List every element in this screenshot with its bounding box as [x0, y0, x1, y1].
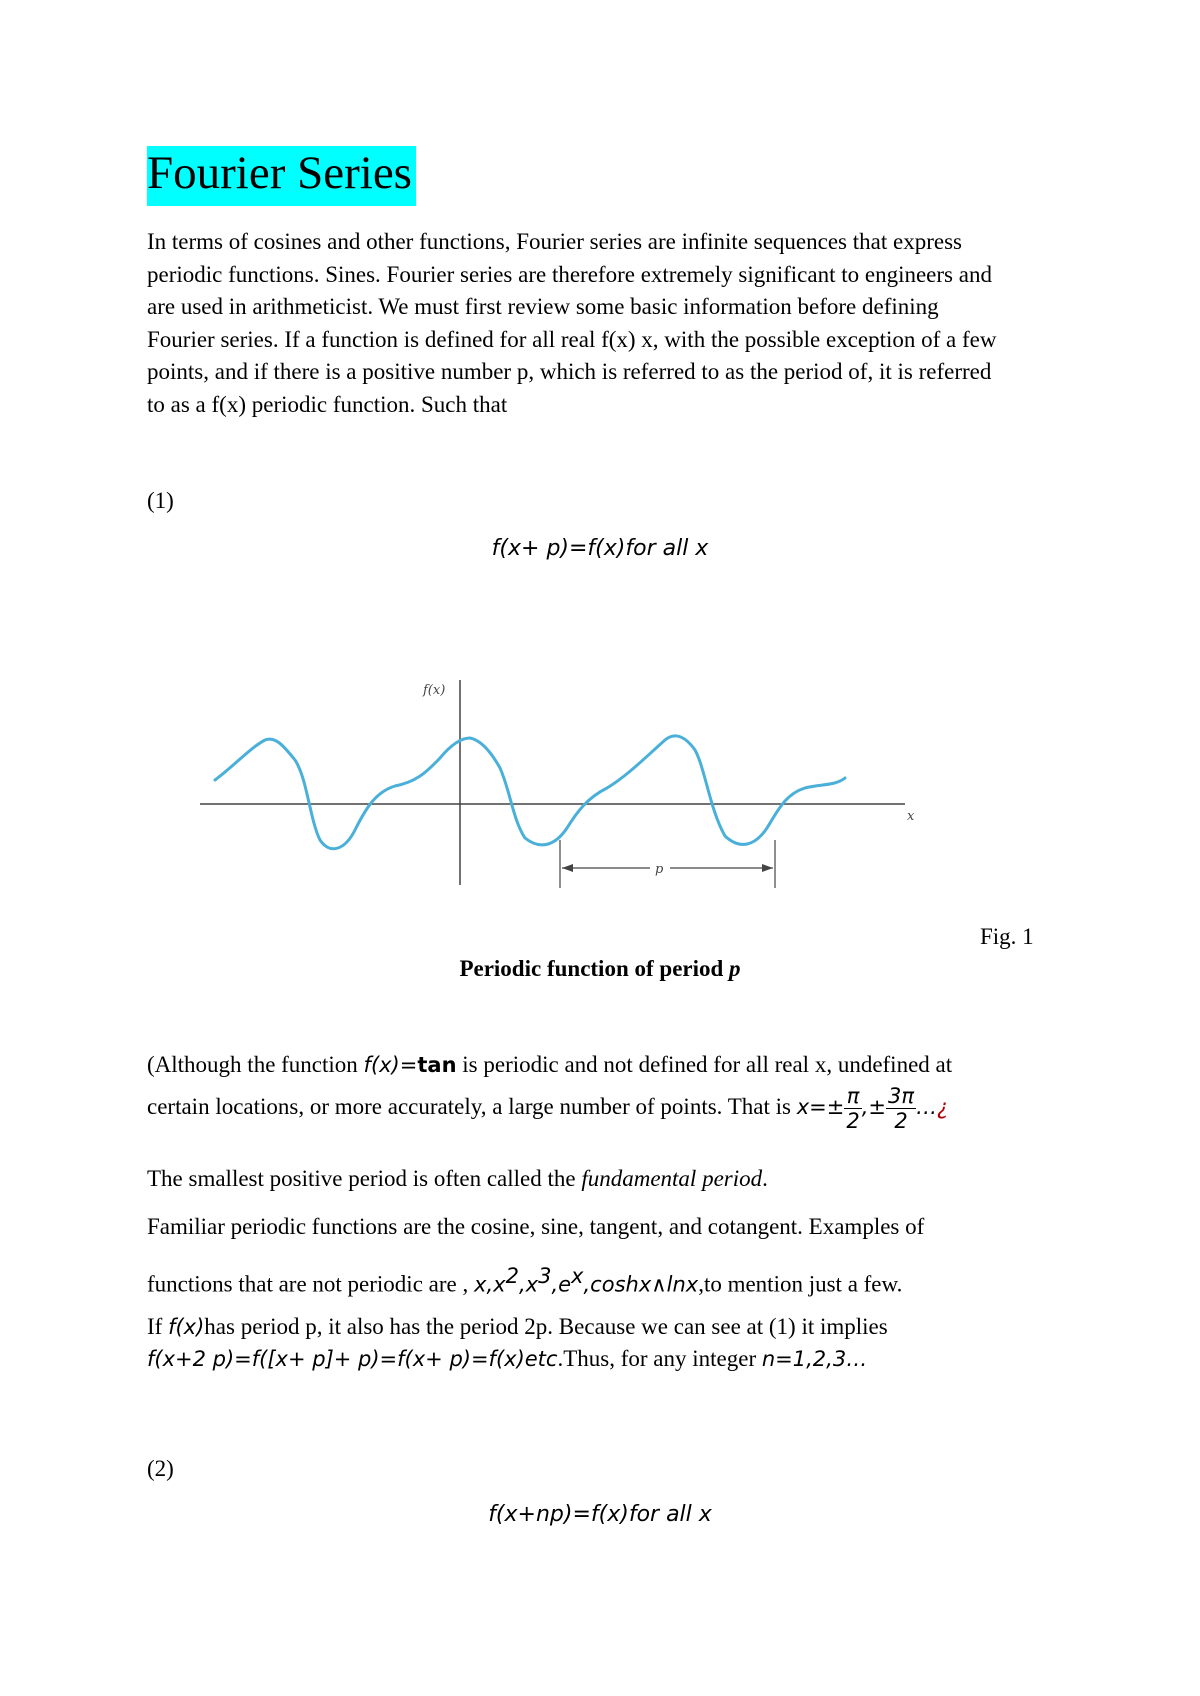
numerator: 3π — [888, 1084, 915, 1108]
double-period-text: has period p, it also has the period 2p. Because we can see at (1) it implies — [204, 1314, 888, 1339]
math-x: x — [493, 1272, 506, 1297]
fundamental-end: . — [762, 1166, 768, 1191]
math-x: x — [525, 1272, 539, 1297]
math-comma: , — [551, 1272, 559, 1297]
numerator: π — [844, 1084, 861, 1109]
intro-paragraph — [147, 226, 1057, 421]
fraction-pi-over-2 — [844, 1084, 861, 1133]
fundamental-period-line — [147, 1166, 768, 1192]
error-glyph: ¿ — [937, 1094, 949, 1119]
fundamental-term: fundamental period — [581, 1166, 763, 1191]
familiar-end: ,to mention just a few. — [698, 1271, 903, 1297]
equation-1: f(x+ p)=f(x)for all x — [491, 536, 709, 561]
equation-2-number: (2) — [147, 1456, 174, 1481]
denominator: 2 — [846, 1109, 860, 1133]
equation-1-number: (1) — [147, 488, 174, 513]
familiar-line-1: Familiar periodic functions are the cosine, sine, tangent, and cotangent. Examples of — [147, 1214, 925, 1239]
tan-note-line-2 — [147, 1084, 948, 1133]
familiar-line-2 — [147, 1264, 902, 1298]
exponent: x — [571, 1264, 584, 1288]
ellipsis: … — [916, 1094, 938, 1119]
intro-line: points, and if there is a positive number p, which is referred to as the period of, it is referred — [147, 359, 992, 384]
separator: ,± — [861, 1094, 887, 1119]
periodic-function-figure — [195, 670, 935, 900]
x-equals: x=± — [796, 1094, 845, 1119]
fundamental-text: The smallest positive period is often called the — [147, 1166, 582, 1191]
double-period-line-1 — [147, 1314, 888, 1340]
tan-note-text: is periodic and not defined for all real x, undefined at — [456, 1052, 953, 1077]
math-e: e — [558, 1272, 572, 1297]
familiar-text: functions that are not periodic are , — [147, 1271, 474, 1297]
math-comma: , — [583, 1272, 591, 1297]
period-label: p — [655, 862, 664, 877]
caption-variable: p — [729, 956, 741, 981]
intro-line: periodic functions. Sines. Fourier series are therefore extremely significant to engineers and — [147, 261, 992, 287]
intro-line: In terms of cosines and other functions, Fourier series are infinite sequences that express — [147, 229, 962, 254]
denominator: 2 — [894, 1109, 908, 1133]
double-period-formula: f(x+2 p)=f([x+ p]+ p)=f(x+ p)=f(x)etc — [147, 1347, 558, 1371]
tan-note-tan: tan — [417, 1053, 457, 1077]
intro-line: to as a f(x) periodic function. Such that — [147, 391, 508, 417]
tan-note-text: certain locations, or more accurately, a large number of points. That is — [147, 1093, 797, 1119]
tan-note-math: f(x)= — [363, 1053, 418, 1077]
figure-number: Fig. 1 — [980, 924, 1034, 949]
tan-note-text: (Although the function — [147, 1052, 364, 1077]
fraction-3pi-over-2 — [886, 1084, 916, 1133]
math-comma: , — [518, 1272, 526, 1297]
math-fx: f(x) — [168, 1315, 205, 1339]
math-cosh-ln: coshx∧lnx — [590, 1272, 699, 1297]
intro-line: Fourier series. If a function is defined for all real f(x) x, with the possible exception of a few — [147, 326, 997, 352]
y-axis-label: f(x) — [423, 683, 446, 698]
exponent: 2 — [505, 1264, 519, 1288]
exponent: 3 — [538, 1264, 552, 1288]
intro-line: are used in arithmeticist. We must first review some basic information before defining — [147, 294, 939, 319]
math-comma: , — [486, 1272, 494, 1297]
thus-text: .Thus, for any integer — [557, 1346, 762, 1371]
tan-note-line-1 — [147, 1052, 952, 1078]
if-text: If — [147, 1314, 169, 1339]
double-period-line-2 — [147, 1346, 867, 1372]
page-title: Fourier Series — [147, 146, 416, 206]
figure-caption — [0, 956, 1200, 982]
integer-n: n=1,2,3… — [761, 1347, 868, 1371]
x-axis-label: x — [907, 809, 915, 824]
math-x: x — [474, 1272, 487, 1297]
caption-text: Periodic function of period — [459, 956, 724, 981]
equation-2: f(x+np)=f(x)for all x — [488, 1502, 712, 1527]
periodic-curve — [215, 736, 845, 849]
period-marker — [560, 840, 775, 888]
